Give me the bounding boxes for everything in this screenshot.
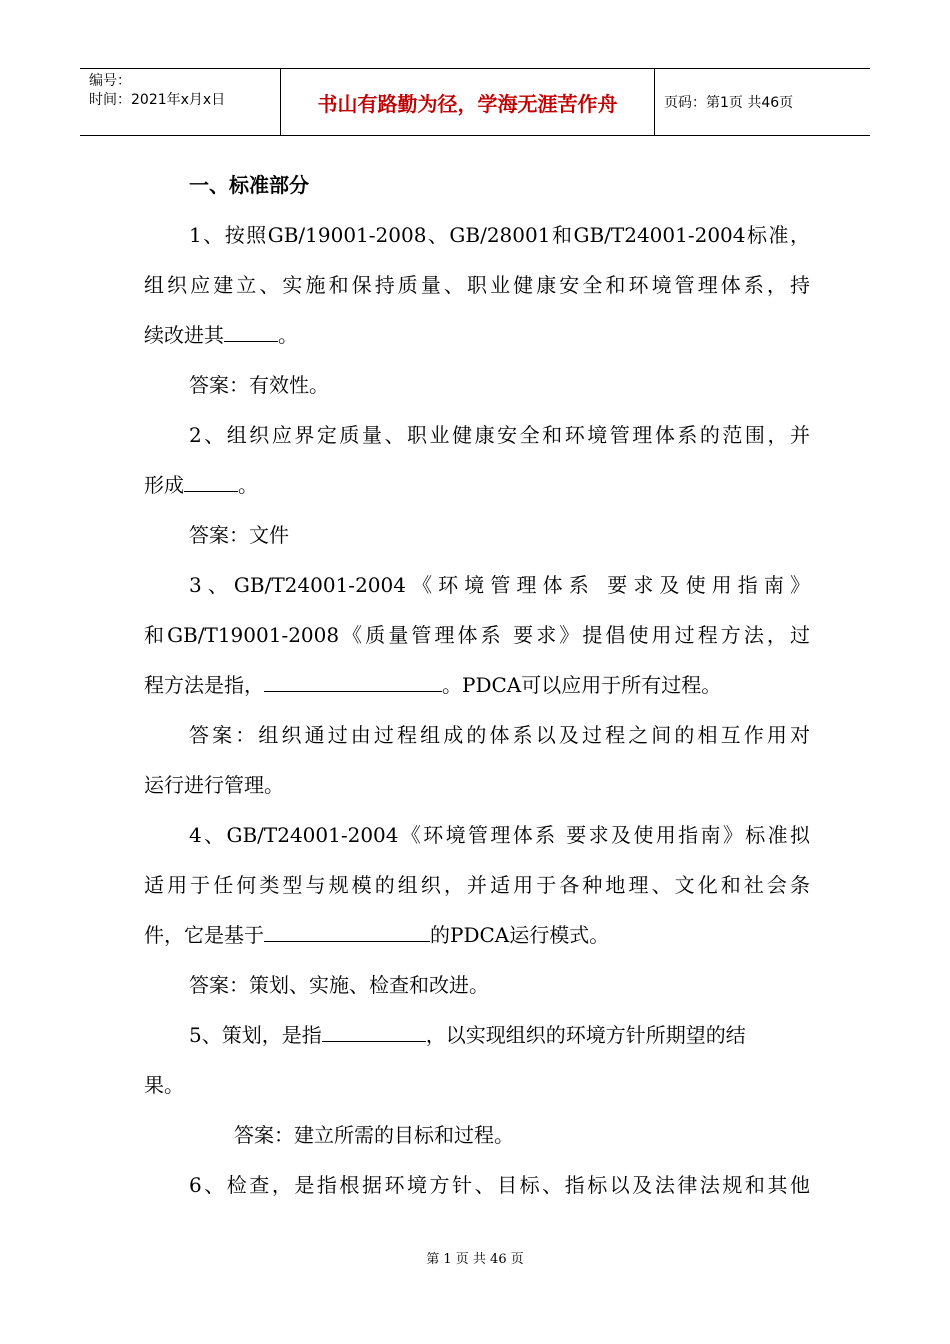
- question-1-line-1: 1、按照GB/19001-2008、GB/28001和GB/T24001-2004标准，: [189, 223, 810, 247]
- fill-blank: [322, 1020, 426, 1042]
- answer-3-line-1: 答案：组织通过由过程组成的体系以及过程之间的相互作用对: [189, 723, 810, 747]
- document-header: [80, 68, 870, 136]
- answer-5: 答案：建立所需的目标和过程。: [234, 1123, 514, 1147]
- header-meta: [80, 69, 281, 135]
- question-5-line-2: 果。: [144, 1073, 184, 1097]
- question-1-line-3: 续改进其 。: [144, 310, 810, 360]
- answer-3-line-2: 运行进行管理。: [144, 773, 284, 797]
- answer-2: 答案：文件: [189, 523, 289, 547]
- question-2-line-1: 2、组织应界定质量、职业健康安全和环境管理体系的范围，并: [189, 423, 810, 447]
- fill-blank: [264, 920, 430, 942]
- question-5-line-1: 5、策划，是指 ，以实现组织的环境方针所期望的结: [144, 1010, 810, 1060]
- question-6-line-1: 6、检查，是指根据环境方针、目标、指标以及法律法规和其他: [189, 1173, 810, 1197]
- header-motto: 书山有路勤为径，学海无涯苦作舟: [281, 69, 655, 135]
- question-4-line-1: 4、GB/T24001-2004《环境管理体系 要求及使用指南》标准拟: [189, 823, 810, 847]
- fill-blank: [184, 470, 238, 492]
- fill-blank: [224, 320, 278, 342]
- page-footer: 第 1 页 共 46 页: [426, 1252, 524, 1267]
- section-title: 一、标准部分: [189, 173, 309, 197]
- answer-4: 答案：策划、实施、检查和改进。: [189, 973, 489, 997]
- header-page-number: 页码：第1页 共46页: [664, 95, 794, 111]
- document-number-label: 编号：: [89, 73, 131, 89]
- answer-1: 答案：有效性。: [189, 373, 329, 397]
- question-4-line-3: 件，它是基于 的PDCA运行模式。: [144, 910, 810, 960]
- document-date: 时间：2021年x月x日: [89, 92, 226, 108]
- question-3-line-1: 3、GB/T24001-2004《环境管理体系 要求及使用指南》: [189, 573, 810, 597]
- question-4-line-2: 适用于任何类型与规模的组织，并适用于各种地理、文化和社会条: [144, 873, 810, 897]
- document-body: [144, 160, 810, 1210]
- fill-blank: [264, 670, 442, 692]
- question-1-line-2: 组织应建立、实施和保持质量、职业健康安全和环境管理体系，持: [144, 273, 810, 297]
- question-3-line-3: 程方法是指， 。PDCA可以应用于所有过程。: [144, 660, 810, 710]
- question-3-line-2: 和GB/T19001-2008《质量管理体系 要求》提倡使用过程方法，过: [144, 623, 810, 647]
- question-2-line-2: 形成 。: [144, 460, 810, 510]
